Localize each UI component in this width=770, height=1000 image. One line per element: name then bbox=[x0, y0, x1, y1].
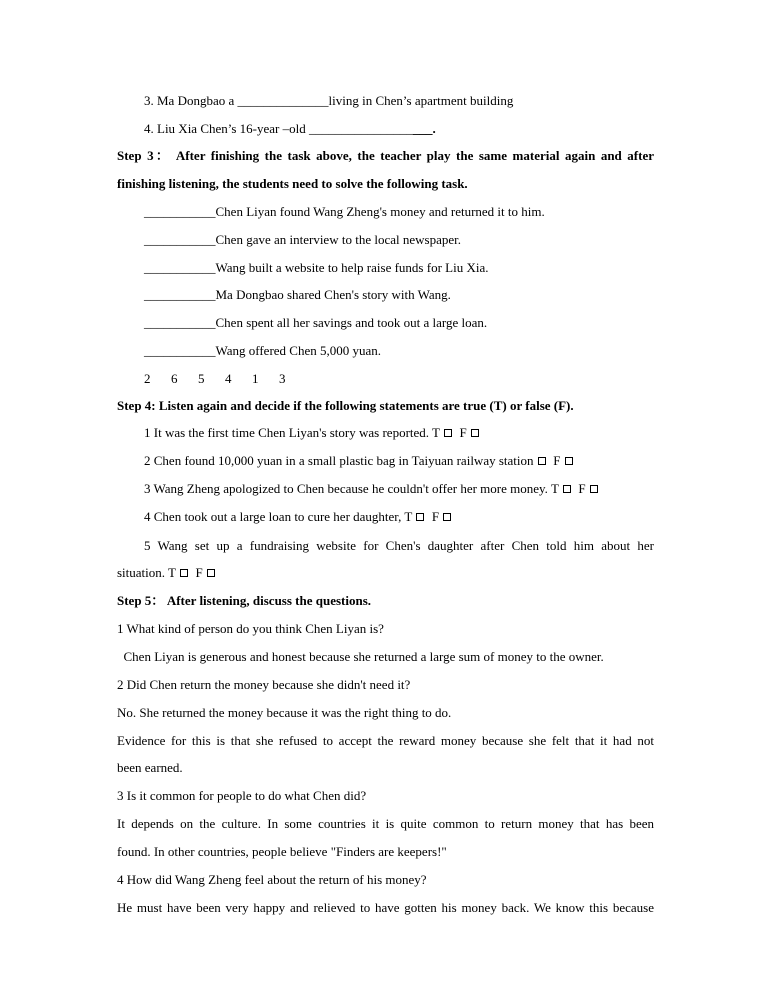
step4-item-5-line1: 5 Wang set up a fundraising website for Chen's daughter after Chen told him about her bbox=[144, 538, 654, 553]
step3-answer: 5 bbox=[198, 371, 205, 386]
step3-item: ___________Ma Dongbao shared Chen's story with Wang. bbox=[144, 287, 451, 302]
false-checkbox[interactable] bbox=[471, 429, 479, 437]
step4-statement: 3 Wang Zheng apologized to Chen because he couldn't offer her more money. bbox=[144, 481, 548, 496]
step2-item-4 bbox=[144, 121, 654, 137]
step3-answer: 6 bbox=[171, 371, 178, 386]
false-label: F bbox=[195, 565, 203, 580]
step4-heading: Step 4: Listen again and decide if the following statements are true (T) or false (F). bbox=[117, 398, 574, 413]
step3-item: ___________Chen spent all her savings and took out a large loan. bbox=[144, 315, 488, 330]
step5-question: 1 What kind of person do you think Chen Liyan is? bbox=[117, 621, 384, 636]
step3-answer: 2 bbox=[144, 371, 151, 386]
true-label: T bbox=[168, 565, 176, 580]
step5-answer: He must have been very happy and relieved to have gotten his money back. We know this because bbox=[117, 900, 654, 915]
true-checkbox[interactable] bbox=[416, 513, 424, 521]
step5-heading: Step 5： After listening, discuss the questions. bbox=[117, 593, 372, 608]
step4-statement: 4 Chen took out a large loan to cure her daughter, bbox=[144, 509, 402, 524]
step4-item-2 bbox=[144, 453, 654, 469]
step5-question: 4 How did Wang Zheng feel about the return of his money? bbox=[117, 872, 427, 887]
false-label: F bbox=[578, 481, 586, 496]
step5-answer: found. In other countries, people believe "Finders are keepers!" bbox=[117, 844, 447, 859]
true-label: T bbox=[404, 509, 413, 524]
step4-item-3 bbox=[144, 481, 654, 497]
false-checkbox[interactable] bbox=[443, 513, 451, 521]
false-label: F bbox=[553, 453, 561, 468]
step4-item-5-line2 bbox=[117, 565, 654, 581]
step4-statement: 1 It was the first time Chen Liyan's story was reported. bbox=[144, 425, 430, 440]
false-label: F bbox=[431, 509, 440, 524]
step3-answer: 3 bbox=[279, 371, 286, 386]
true-checkbox[interactable] bbox=[180, 569, 188, 577]
step2-item-4-tail: ___. bbox=[413, 121, 436, 136]
step3-item: ___________Wang offered Chen 5,000 yuan. bbox=[144, 343, 382, 358]
step3-heading-line1: Step 3： After finishing the task above, the teacher play the same material again and after bbox=[117, 148, 654, 163]
true-checkbox[interactable] bbox=[563, 485, 571, 493]
false-checkbox[interactable] bbox=[565, 457, 573, 465]
step5-answer: No. She returned the money because it was the right thing to do. bbox=[117, 705, 452, 720]
step2-item-4-text: 4. Liu Xia Chen’s 16-year –old ________________ bbox=[144, 121, 413, 136]
true-checkbox[interactable] bbox=[444, 429, 452, 437]
step3-item: ___________Chen gave an interview to the local newspaper. bbox=[144, 232, 461, 247]
step3-heading-line2: finishing listening, the students need to solve the following task. bbox=[117, 176, 468, 191]
step4-statement: situation. bbox=[117, 565, 166, 580]
step3-answer: 1 bbox=[252, 371, 259, 386]
false-checkbox[interactable] bbox=[207, 569, 215, 577]
step3-item: ___________Chen Liyan found Wang Zheng's money and returned it to him. bbox=[144, 204, 545, 219]
false-label: F bbox=[459, 425, 467, 440]
step5-answer: Evidence for this is that she refused to accept the reward money because she felt that it had not bbox=[117, 733, 654, 748]
true-label: T bbox=[432, 425, 440, 440]
step5-answer: It depends on the culture. In some countries it is quite common to return money that has been bbox=[117, 816, 654, 831]
step5-question: 3 Is it common for people to do what Chen did? bbox=[117, 788, 367, 803]
step2-item-3: 3. Ma Dongbao a ______________living in Chen’s apartment building bbox=[144, 93, 514, 108]
step3-item: ___________Wang built a website to help raise funds for Liu Xia. bbox=[144, 260, 489, 275]
step4-item-1 bbox=[144, 425, 654, 441]
step5-answer: Chen Liyan is generous and honest because she returned a large sum of money to the owner. bbox=[117, 649, 604, 664]
true-checkbox[interactable] bbox=[538, 457, 546, 465]
false-checkbox[interactable] bbox=[590, 485, 598, 493]
step5-question: 2 Did Chen return the money because she didn't need it? bbox=[117, 677, 411, 692]
step3-answers bbox=[144, 371, 654, 387]
step4-statement: 2 Chen found 10,000 yuan in a small plastic bag in Taiyuan railway station bbox=[144, 453, 534, 468]
step5-answer: been earned. bbox=[117, 760, 183, 775]
true-label: T bbox=[550, 481, 559, 496]
step4-item-4 bbox=[144, 509, 654, 525]
step3-answer: 4 bbox=[225, 371, 232, 386]
